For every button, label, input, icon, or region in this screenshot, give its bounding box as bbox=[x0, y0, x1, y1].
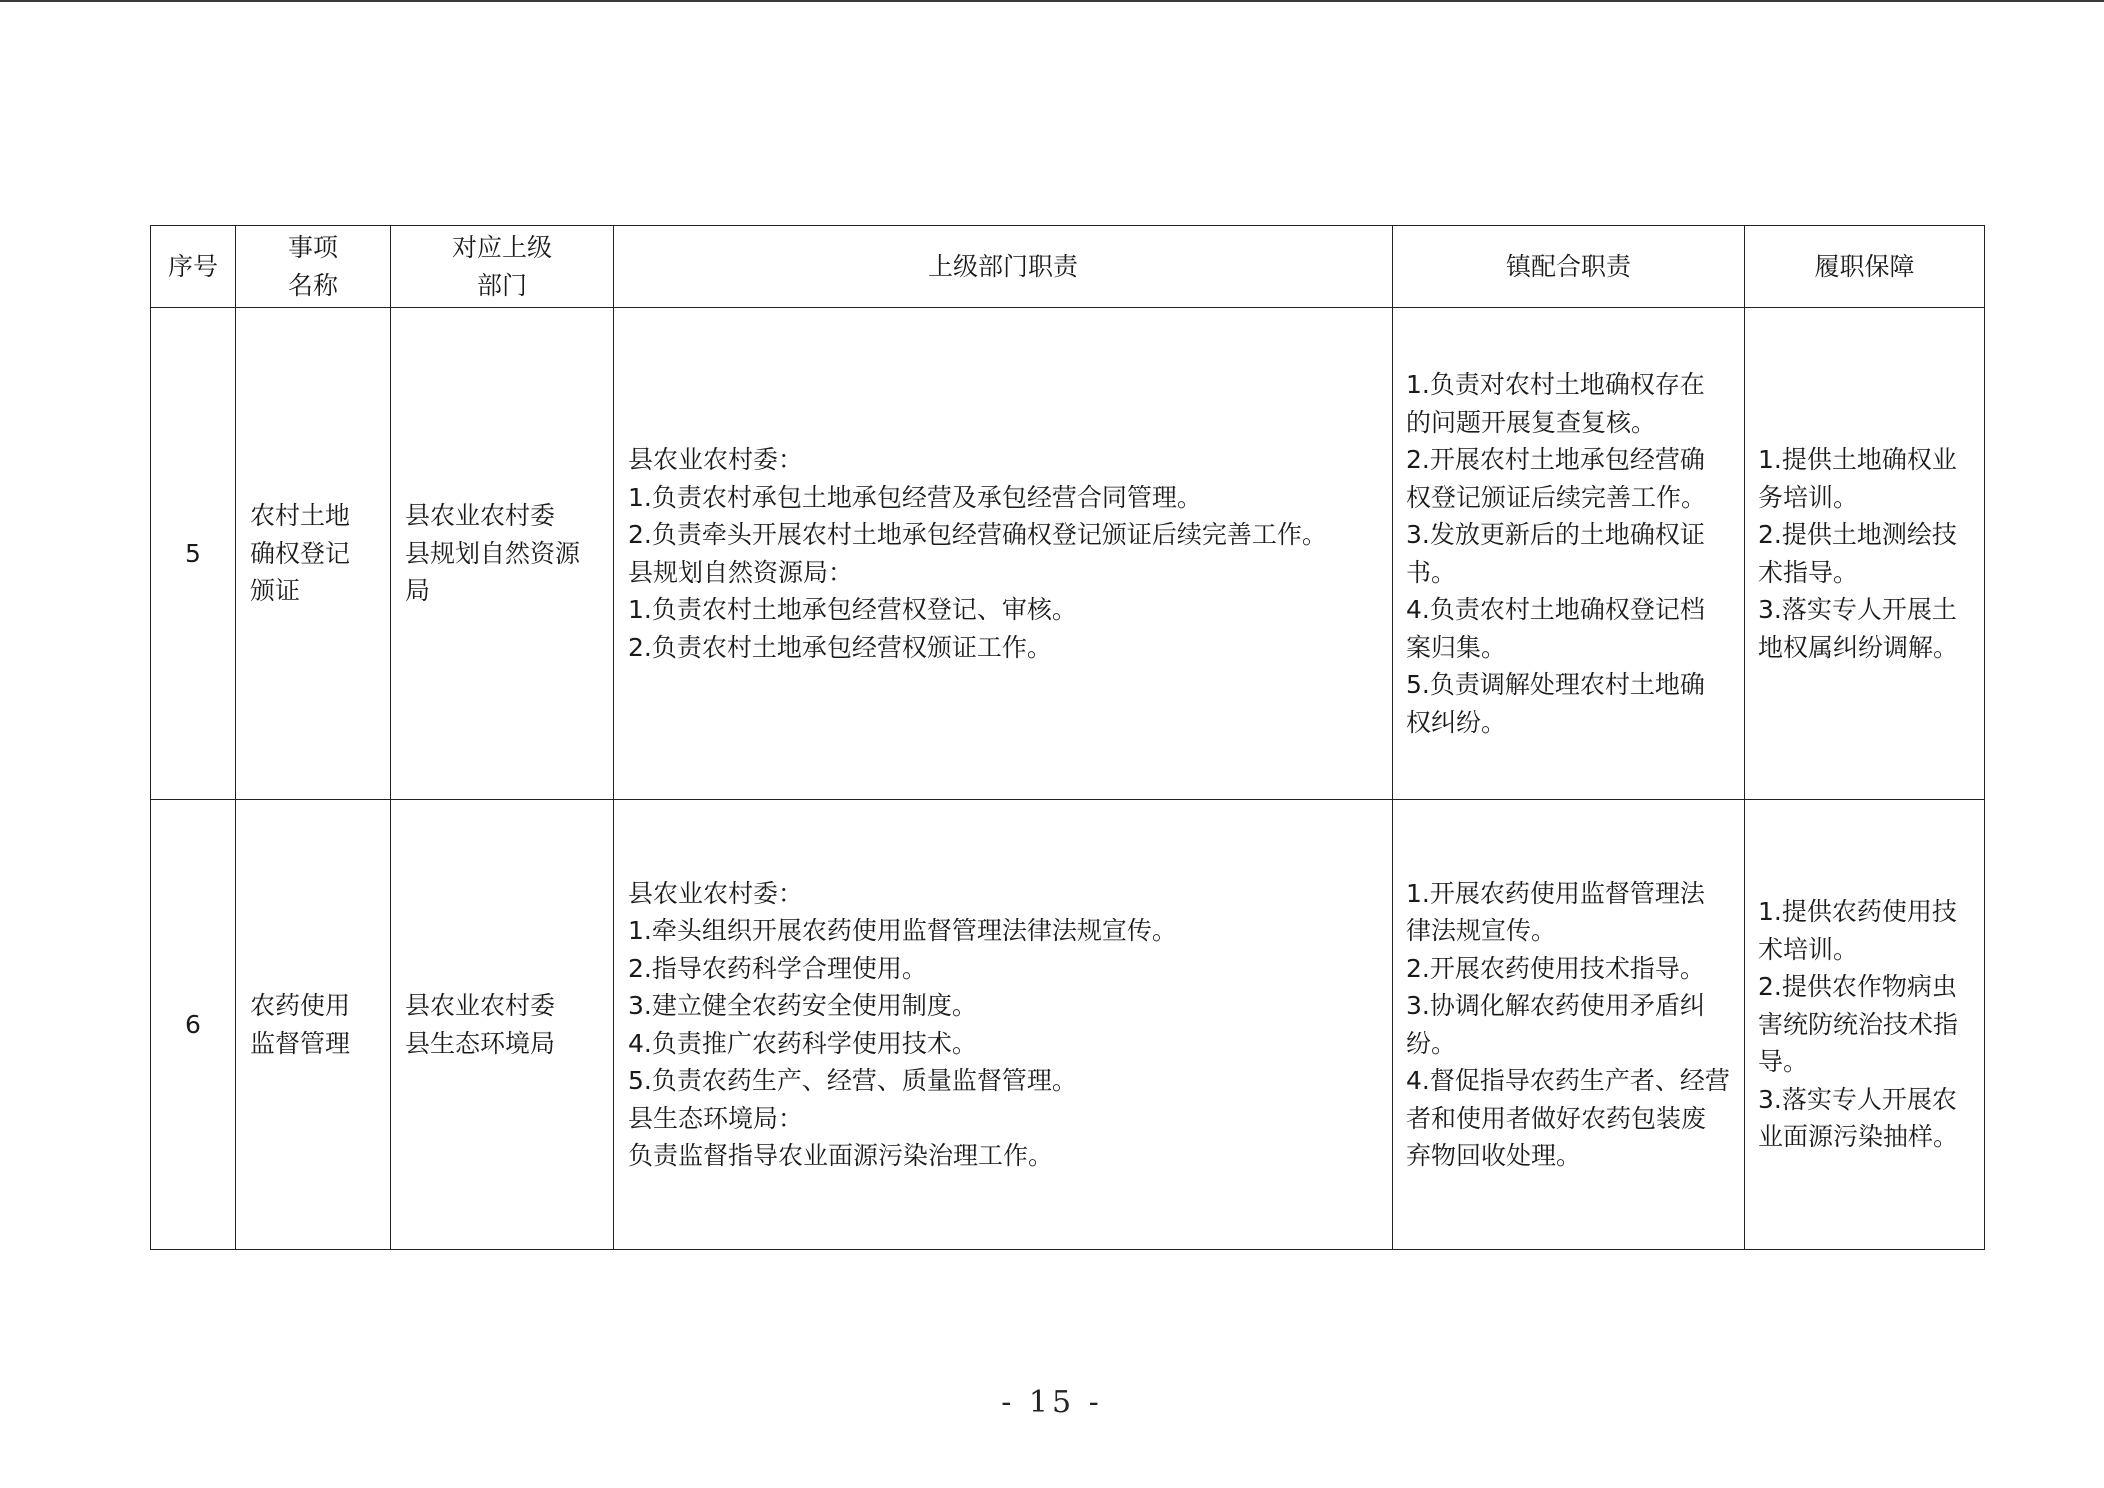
duty-table bbox=[150, 225, 1985, 1250]
town-duty-cell: 1.负责对农村土地确权存在 的问题开展复查复核。 2.开展农村土地承包经营确 权登记颁证后续完善工作。 3.发放更新后的土地确权证 书。 4.负责农村土地确权登记档 案归集。 5.负责调解处理农村土地确 权纠纷。 bbox=[1393, 308, 1745, 800]
table-header-row bbox=[151, 226, 1985, 308]
guarantee-cell: 1.提供土地确权业 务培训。 2.提供土地测绘技 术指导。 3.落实专人开展土 地权属纠纷调解。 bbox=[1745, 308, 1985, 800]
upper-dept-cell: 县农业农村委 县规划自然资源 局 bbox=[391, 308, 614, 800]
page-number: - 15 - bbox=[1001, 1385, 1103, 1420]
town-duty-cell: 1.开展农药使用监督管理法 律法规宣传。 2.开展农药使用技术指导。 3.协调化解农药使用矛盾纠 纷。 4.督促指导农药生产者、经营 者和使用者做好农药包装废 弃物回收处理。 bbox=[1393, 800, 1745, 1250]
item-name-cell: 农药使用 监督管理 bbox=[236, 800, 391, 1250]
header-upper-duty: 上级部门职责 bbox=[614, 226, 1393, 308]
seq-cell: 6 bbox=[151, 800, 236, 1250]
header-seq: 序号 bbox=[151, 226, 236, 308]
guarantee-cell: 1.提供农药使用技 术培训。 2.提供农作物病虫 害统防统治技术指 导。 3.落实专人开展农 业面源污染抽样。 bbox=[1745, 800, 1985, 1250]
upper-duty-cell: 县农业农村委： 1.牵头组织开展农药使用监督管理法律法规宣传。 2.指导农药科学合理使用。 3.建立健全农药安全使用制度。 4.负责推广农药科学使用技术。 5.负责农药生产、经营、质量监督管理。 县生态环境局： 负责监督指导农业面源污染治理工作。 bbox=[614, 800, 1393, 1250]
header-upper-dept: 对应上级 部门 bbox=[391, 226, 614, 308]
header-item-name: 事项 名称 bbox=[236, 226, 391, 308]
header-town-duty: 镇配合职责 bbox=[1393, 226, 1745, 308]
upper-dept-cell: 县农业农村委 县生态环境局 bbox=[391, 800, 614, 1250]
header-guarantee: 履职保障 bbox=[1745, 226, 1985, 308]
seq-cell: 5 bbox=[151, 308, 236, 800]
table-row bbox=[151, 308, 1985, 800]
upper-duty-cell: 县农业农村委： 1.负责农村承包土地承包经营及承包经营合同管理。 2.负责牵头开展农村土地承包经营确权登记颁证后续完善工作。 县规划自然资源局： 1.负责农村土地承包经营权登记、审核。 2.负责农村土地承包经营权颁证工作。 bbox=[614, 308, 1393, 800]
top-border-line bbox=[0, 0, 2104, 2]
item-name-cell: 农村土地 确权登记 颁证 bbox=[236, 308, 391, 800]
table-row bbox=[151, 800, 1985, 1250]
